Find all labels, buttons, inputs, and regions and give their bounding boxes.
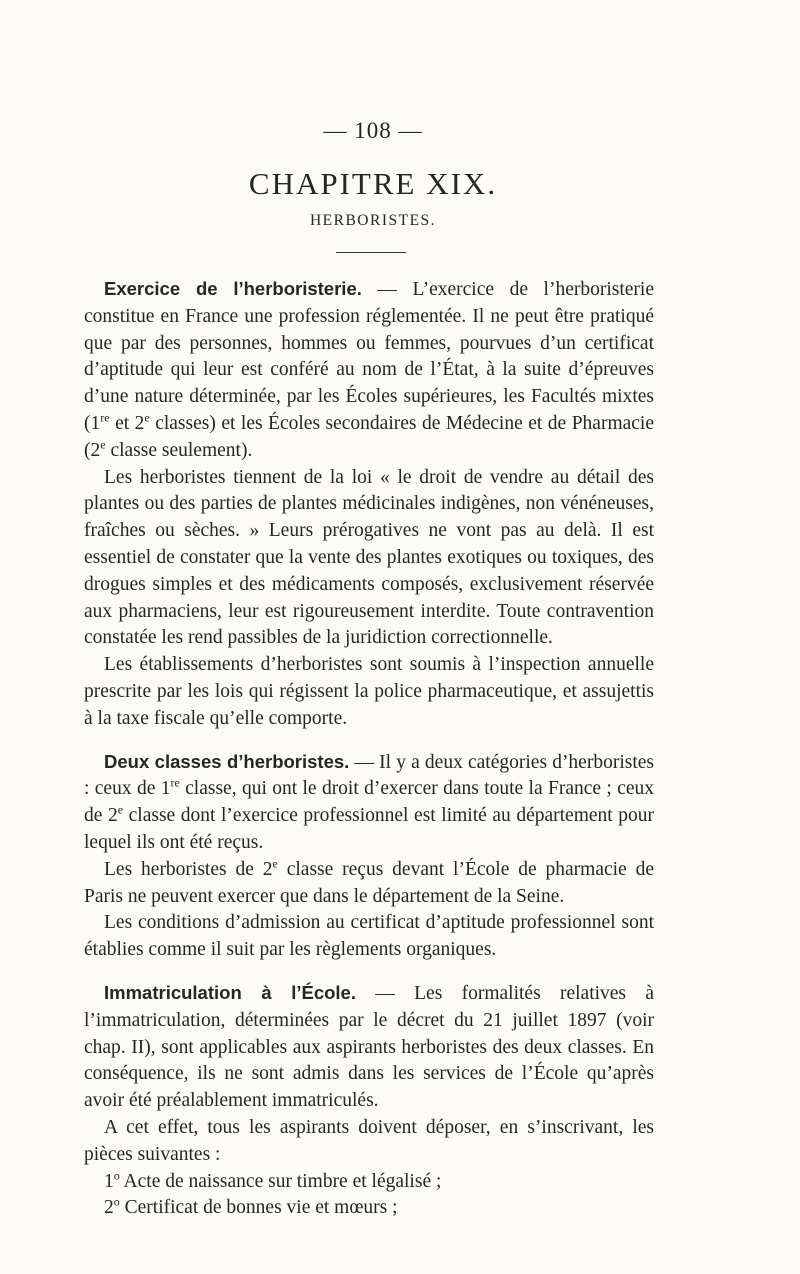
paragraph: A cet effet, tous les aspirants doivent déposer, en s’inscrivant, les pièces suivantes : [84,1116,654,1165]
chapter-body [84,276,654,1222]
section-heading: Deux classes d’herboristes. [104,750,350,772]
paragraph: Les herboristes tiennent de la loi « le droit de vendre au détail des plantes ou des parties de plantes médicinales indigènes, non vénéneuses, fraîches ou sèches. » Leurs prérogatives ne vont pas au delà. Il est essentiel de constater que la vente des plantes exotiques ou toxiques, des drogues simples et des médicaments composés, exclusivement réservée aux pharmaciens, leur est rigoureusement interdite. Toute contravention constatée les rend passibles de la juridiction correctionnelle. [84,466,654,649]
list-item: 1$^o$ Acte de naissance sur timbre et légalisé ; [104,1168,442,1192]
paragraph: Exercice de l’herboristerie. — L’exercice de l’herboristerie constitue en France une profession réglementée. Il ne peut être pratiqué que par des personnes, hommes ou femmes, pourvues d’un certificat d’aptitude qui leur est conféré au nom de l’État, à la suite d’épreuves d’une nature déterminée, par les Écoles supérieures, les Facultés mixtes (1re et 2e classes) et les Écoles secondaires de Médecine et de Pharmacie (2e classe seulement). [84,278,654,461]
chapter-subtitle: HERBORISTES. [309,212,437,229]
paragraph: Les établissements d’herboristes sont soumis à l’inspection annuelle prescrite par les lois qui régissent la police pharmaceutique, et assujettis à la taxe fiscale qu’elle comporte. [84,654,654,729]
chapter-title: CHAPITRE XIX. [248,166,498,201]
list-item: 2$^o$ Certificat de bonnes vie et mœurs ; [104,1194,398,1219]
paragraph: Deux classes d’herboristes. — Il y a deux catégories d’herboristes : ceux de 1re classe, qui ont le droit d’exercer dans toute la France ; ceux de 2e classe dont l’exercice professionnel est limité au département pour lequel ils ont été reçus. [84,750,655,853]
title-divider [336,252,406,253]
paragraph: Les herboristes de 2e classe reçus devant l’École de pharmacie de Paris ne peuvent exercer que dans le département de la Seine. [84,856,654,907]
section-heading: Immatriculation à l’École. [104,981,356,1003]
paragraph: Immatriculation à l’École. — Les formalités relatives à l’immatriculation, déterminées par le décret du 21 juillet 1897 (voir chap. II), sont applicables aux aspirants herboristes des deux classes. En conséquence, ils ne sont admis dans les services de l’École qu’après avoir été préalablement immatriculés. [84,981,654,1112]
paragraph: Les conditions d’admission au certificat d’aptitude professionnel sont établies comme il suit par les règlements organiques. [84,912,654,961]
section-heading: Exercice de l’herboristerie. [104,278,362,299]
page-number: — 108 — [323,118,423,143]
